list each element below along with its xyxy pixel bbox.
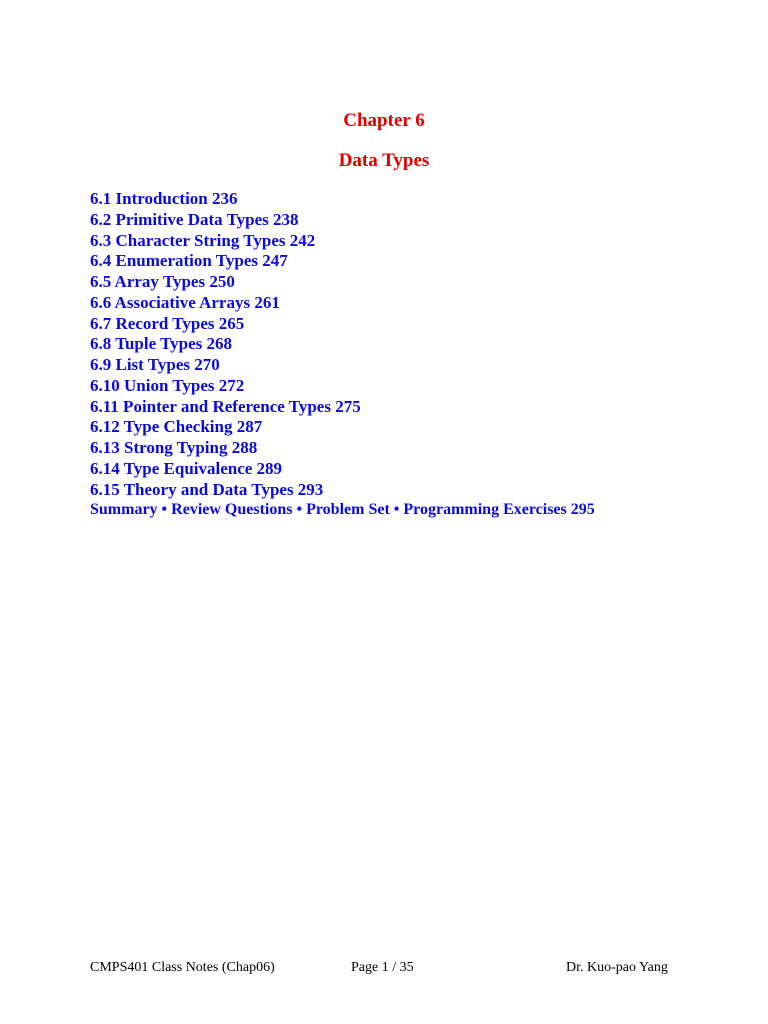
toc-entry-array-types[interactable]: 6.5 Array Types 250 <box>90 272 235 291</box>
toc-entry-character-string-types[interactable]: 6.3 Character String Types 242 <box>90 230 316 250</box>
toc-entry-associative-arrays[interactable]: 6.6 Associative Arrays 261 <box>90 292 280 312</box>
toc-entry-introduction[interactable]: 6.1 Introduction 236 <box>90 189 238 208</box>
toc-entry-pointer-and-reference-types[interactable]: 6.11 Pointer and Reference Types 275 <box>90 396 361 416</box>
toc-entry-record-types[interactable]: 6.7 Record Types 265 <box>90 313 245 333</box>
chapter-title: Data Types <box>338 150 430 171</box>
footer-course-notes: CMPS401 Class Notes (Chap06) <box>90 960 275 975</box>
toc-entry-strong-typing[interactable]: 6.13 Strong Typing 288 <box>90 438 258 457</box>
toc-entry-union-types[interactable]: 6.10 Union Types 272 <box>90 375 245 395</box>
table-of-contents <box>90 189 595 521</box>
toc-entry-primitive-data-types[interactable]: 6.2 Primitive Data Types 238 <box>90 209 299 229</box>
footer-page-number: Page 1 / 35 <box>351 960 414 975</box>
toc-entry-theory-and-data-types[interactable]: 6.15 Theory and Data Types 293 <box>90 479 324 499</box>
toc-entry-summary[interactable]: Summary • Review Questions • Problem Set • Programming Exercises 295 <box>90 501 595 519</box>
chapter-heading: Chapter 6 <box>343 110 425 131</box>
toc-entry-type-equivalence[interactable]: 6.14 Type Equivalence 289 <box>90 458 283 478</box>
toc-entry-list-types[interactable]: 6.9 List Types 270 <box>90 355 220 374</box>
toc-entry-enumeration-types[interactable]: 6.4 Enumeration Types 247 <box>90 251 288 271</box>
page-footer <box>0 958 768 978</box>
toc-entry-type-checking[interactable]: 6.12 Type Checking 287 <box>90 417 263 437</box>
toc-entry-tuple-types[interactable]: 6.8 Tuple Types 268 <box>90 334 233 354</box>
footer-author: Dr. Kuo-pao Yang <box>566 960 668 975</box>
